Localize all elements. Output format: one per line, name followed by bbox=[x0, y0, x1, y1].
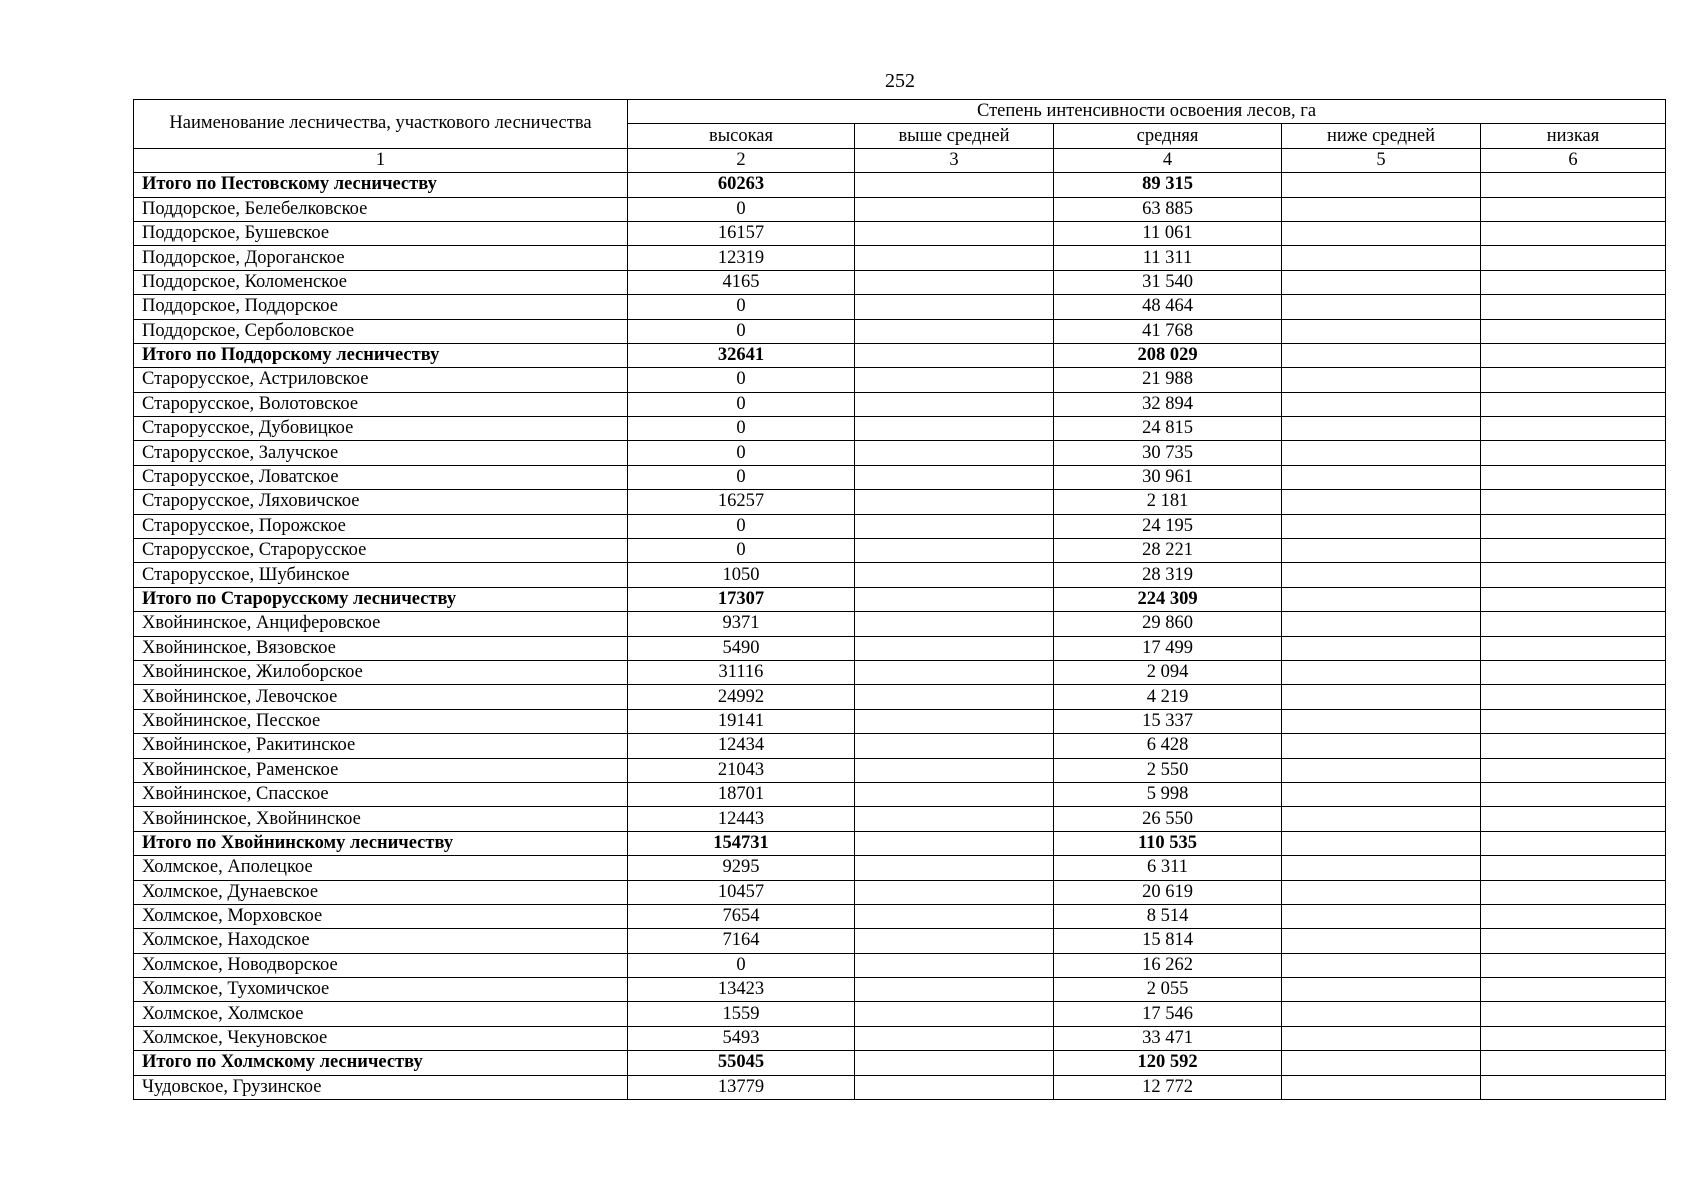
value-cell-col-4: 11 061 bbox=[1054, 221, 1282, 245]
value-cell-col-4: 24 195 bbox=[1054, 514, 1282, 538]
value-cell-col-6 bbox=[1481, 660, 1666, 684]
value-cell-col-5 bbox=[1282, 660, 1481, 684]
table-row bbox=[134, 953, 1666, 977]
value-cell-col-3 bbox=[855, 392, 1054, 416]
forestry-name-cell: Холмское, Аполецкое bbox=[134, 856, 628, 880]
value-cell-col-4: 11 311 bbox=[1054, 246, 1282, 270]
name-column-header: Наименование лесничества, участкового лесничества bbox=[134, 100, 628, 149]
table-row-total bbox=[134, 831, 1666, 855]
value-cell-col-3 bbox=[855, 270, 1054, 294]
value-cell-col-5 bbox=[1282, 953, 1481, 977]
column-header-below-average: ниже средней bbox=[1282, 124, 1481, 148]
value-cell-col-5 bbox=[1282, 758, 1481, 782]
value-cell-col-4: 30 735 bbox=[1054, 441, 1282, 465]
value-cell-col-2: 0 bbox=[628, 295, 855, 319]
value-cell-col-4: 12 772 bbox=[1054, 1075, 1282, 1099]
value-cell-col-3 bbox=[855, 612, 1054, 636]
forestry-name-cell: Хвойнинское, Раменское bbox=[134, 758, 628, 782]
value-cell-col-6 bbox=[1481, 856, 1666, 880]
table-row bbox=[134, 465, 1666, 489]
column-number: 4 bbox=[1054, 148, 1282, 172]
value-cell-col-6 bbox=[1481, 1051, 1666, 1075]
forestry-name-cell: Итого по Хвойнинскому лесничеству bbox=[134, 831, 628, 855]
header-row-numbers bbox=[134, 148, 1666, 172]
value-cell-col-5 bbox=[1282, 270, 1481, 294]
value-cell-col-4: 6 428 bbox=[1054, 734, 1282, 758]
forestry-name-cell: Хвойнинское, Вязовское bbox=[134, 636, 628, 660]
forestry-name-cell: Хвойнинское, Песское bbox=[134, 709, 628, 733]
value-cell-col-4: 32 894 bbox=[1054, 392, 1282, 416]
value-cell-col-5 bbox=[1282, 343, 1481, 367]
value-cell-col-4: 41 768 bbox=[1054, 319, 1282, 343]
forestry-name-cell: Поддорское, Бушевское bbox=[134, 221, 628, 245]
value-cell-col-2: 12443 bbox=[628, 807, 855, 831]
value-cell-col-6 bbox=[1481, 539, 1666, 563]
value-cell-col-6 bbox=[1481, 880, 1666, 904]
value-cell-col-5 bbox=[1282, 465, 1481, 489]
value-cell-col-2: 16257 bbox=[628, 490, 855, 514]
value-cell-col-3 bbox=[855, 831, 1054, 855]
value-cell-col-4: 29 860 bbox=[1054, 612, 1282, 636]
value-cell-col-2: 0 bbox=[628, 319, 855, 343]
value-cell-col-2: 154731 bbox=[628, 831, 855, 855]
table-row bbox=[134, 660, 1666, 684]
forestry-name-cell: Поддорское, Дороганское bbox=[134, 246, 628, 270]
value-cell-col-2: 13423 bbox=[628, 978, 855, 1002]
value-cell-col-2: 31116 bbox=[628, 660, 855, 684]
forestry-name-cell: Поддорское, Серболовское bbox=[134, 319, 628, 343]
forestry-name-cell: Поддорское, Поддорское bbox=[134, 295, 628, 319]
page-number: 252 bbox=[885, 70, 915, 92]
value-cell-col-6 bbox=[1481, 319, 1666, 343]
forestry-name-cell: Холмское, Тухомичское bbox=[134, 978, 628, 1002]
value-cell-col-3 bbox=[855, 856, 1054, 880]
value-cell-col-6 bbox=[1481, 173, 1666, 197]
table-row bbox=[134, 1026, 1666, 1050]
value-cell-col-3 bbox=[855, 880, 1054, 904]
forestry-name-cell: Старорусское, Астриловское bbox=[134, 368, 628, 392]
table-row bbox=[134, 612, 1666, 636]
forestry-name-cell: Итого по Поддорскому лесничеству bbox=[134, 343, 628, 367]
value-cell-col-2: 0 bbox=[628, 368, 855, 392]
value-cell-col-4: 2 055 bbox=[1054, 978, 1282, 1002]
value-cell-col-2: 4165 bbox=[628, 270, 855, 294]
forestry-name-cell: Старорусское, Старорусское bbox=[134, 539, 628, 563]
forestry-name-cell: Итого по Холмскому лесничеству bbox=[134, 1051, 628, 1075]
value-cell-col-5 bbox=[1282, 246, 1481, 270]
value-cell-col-3 bbox=[855, 734, 1054, 758]
column-number: 3 bbox=[855, 148, 1054, 172]
value-cell-col-5 bbox=[1282, 417, 1481, 441]
value-cell-col-4: 89 315 bbox=[1054, 173, 1282, 197]
value-cell-col-3 bbox=[855, 295, 1054, 319]
forestry-name-cell: Старорусское, Порожское bbox=[134, 514, 628, 538]
value-cell-col-3 bbox=[855, 417, 1054, 441]
value-cell-col-2: 10457 bbox=[628, 880, 855, 904]
value-cell-col-2: 18701 bbox=[628, 782, 855, 806]
value-cell-col-5 bbox=[1282, 1002, 1481, 1026]
forestry-name-cell: Холмское, Чекуновское bbox=[134, 1026, 628, 1050]
value-cell-col-5 bbox=[1282, 612, 1481, 636]
value-cell-col-2: 1559 bbox=[628, 1002, 855, 1026]
value-cell-col-3 bbox=[855, 636, 1054, 660]
forestry-name-cell: Итого по Старорусскому лесничеству bbox=[134, 587, 628, 611]
value-cell-col-2: 19141 bbox=[628, 709, 855, 733]
value-cell-col-4: 208 029 bbox=[1054, 343, 1282, 367]
header-row-main bbox=[134, 100, 1666, 124]
forestry-name-cell: Холмское, Дунаевское bbox=[134, 880, 628, 904]
table-row bbox=[134, 295, 1666, 319]
table-row bbox=[134, 441, 1666, 465]
value-cell-col-6 bbox=[1481, 221, 1666, 245]
value-cell-col-4: 8 514 bbox=[1054, 904, 1282, 928]
column-header-average: средняя bbox=[1054, 124, 1282, 148]
table-row bbox=[134, 319, 1666, 343]
value-cell-col-3 bbox=[855, 807, 1054, 831]
value-cell-col-4: 30 961 bbox=[1054, 465, 1282, 489]
value-cell-col-2: 0 bbox=[628, 514, 855, 538]
table-row bbox=[134, 782, 1666, 806]
value-cell-col-6 bbox=[1481, 368, 1666, 392]
value-cell-col-6 bbox=[1481, 953, 1666, 977]
value-cell-col-5 bbox=[1282, 441, 1481, 465]
value-cell-col-5 bbox=[1282, 978, 1481, 1002]
forestry-name-cell: Хвойнинское, Анциферовское bbox=[134, 612, 628, 636]
forestry-name-cell: Старорусское, Залучское bbox=[134, 441, 628, 465]
value-cell-col-2: 12319 bbox=[628, 246, 855, 270]
table-row bbox=[134, 929, 1666, 953]
value-cell-col-4: 2 550 bbox=[1054, 758, 1282, 782]
value-cell-col-2: 9371 bbox=[628, 612, 855, 636]
value-cell-col-3 bbox=[855, 173, 1054, 197]
table-body bbox=[134, 173, 1666, 1100]
forestry-name-cell: Хвойнинское, Левочское bbox=[134, 685, 628, 709]
column-number: 5 bbox=[1282, 148, 1481, 172]
value-cell-col-2: 0 bbox=[628, 441, 855, 465]
value-cell-col-2: 7164 bbox=[628, 929, 855, 953]
value-cell-col-4: 5 998 bbox=[1054, 782, 1282, 806]
forestry-name-cell: Старорусское, Шубинское bbox=[134, 563, 628, 587]
value-cell-col-2: 5493 bbox=[628, 1026, 855, 1050]
value-cell-col-5 bbox=[1282, 685, 1481, 709]
value-cell-col-2: 0 bbox=[628, 953, 855, 977]
table-row-total bbox=[134, 1051, 1666, 1075]
value-cell-col-5 bbox=[1282, 831, 1481, 855]
column-number: 6 bbox=[1481, 148, 1666, 172]
value-cell-col-5 bbox=[1282, 782, 1481, 806]
value-cell-col-4: 21 988 bbox=[1054, 368, 1282, 392]
forest-intensity-table bbox=[133, 99, 1666, 1100]
value-cell-col-5 bbox=[1282, 929, 1481, 953]
forestry-name-cell: Холмское, Находское bbox=[134, 929, 628, 953]
forestry-name-cell: Холмское, Новодворское bbox=[134, 953, 628, 977]
value-cell-col-5 bbox=[1282, 197, 1481, 221]
value-cell-col-6 bbox=[1481, 807, 1666, 831]
value-cell-col-5 bbox=[1282, 295, 1481, 319]
table-row bbox=[134, 368, 1666, 392]
value-cell-col-5 bbox=[1282, 880, 1481, 904]
table-header bbox=[134, 100, 1666, 173]
forestry-name-cell: Чудовское, Грузинское bbox=[134, 1075, 628, 1099]
table-row bbox=[134, 246, 1666, 270]
value-cell-col-3 bbox=[855, 246, 1054, 270]
table-row bbox=[134, 539, 1666, 563]
value-cell-col-4: 2 181 bbox=[1054, 490, 1282, 514]
value-cell-col-6 bbox=[1481, 587, 1666, 611]
value-cell-col-2: 32641 bbox=[628, 343, 855, 367]
value-cell-col-4: 224 309 bbox=[1054, 587, 1282, 611]
table-row bbox=[134, 709, 1666, 733]
value-cell-col-3 bbox=[855, 685, 1054, 709]
value-cell-col-5 bbox=[1282, 709, 1481, 733]
value-cell-col-4: 6 311 bbox=[1054, 856, 1282, 880]
value-cell-col-6 bbox=[1481, 782, 1666, 806]
table-row bbox=[134, 734, 1666, 758]
value-cell-col-4: 20 619 bbox=[1054, 880, 1282, 904]
value-cell-col-4: 48 464 bbox=[1054, 295, 1282, 319]
table-row bbox=[134, 758, 1666, 782]
value-cell-col-5 bbox=[1282, 1051, 1481, 1075]
value-cell-col-6 bbox=[1481, 831, 1666, 855]
value-cell-col-2: 5490 bbox=[628, 636, 855, 660]
forestry-name-cell: Хвойнинское, Жилоборское bbox=[134, 660, 628, 684]
table-row bbox=[134, 514, 1666, 538]
value-cell-col-6 bbox=[1481, 514, 1666, 538]
value-cell-col-3 bbox=[855, 1075, 1054, 1099]
value-cell-col-6 bbox=[1481, 490, 1666, 514]
value-cell-col-5 bbox=[1282, 490, 1481, 514]
value-cell-col-5 bbox=[1282, 368, 1481, 392]
value-cell-col-3 bbox=[855, 441, 1054, 465]
value-cell-col-6 bbox=[1481, 465, 1666, 489]
value-cell-col-3 bbox=[855, 1026, 1054, 1050]
table-row-total bbox=[134, 173, 1666, 197]
value-cell-col-5 bbox=[1282, 514, 1481, 538]
value-cell-col-5 bbox=[1282, 807, 1481, 831]
value-cell-col-3 bbox=[855, 929, 1054, 953]
value-cell-col-3 bbox=[855, 465, 1054, 489]
value-cell-col-3 bbox=[855, 782, 1054, 806]
value-cell-col-5 bbox=[1282, 636, 1481, 660]
value-cell-col-4: 4 219 bbox=[1054, 685, 1282, 709]
table-row bbox=[134, 685, 1666, 709]
value-cell-col-4: 63 885 bbox=[1054, 197, 1282, 221]
forestry-name-cell: Холмское, Холмское bbox=[134, 1002, 628, 1026]
table-row bbox=[134, 856, 1666, 880]
value-cell-col-4: 110 535 bbox=[1054, 831, 1282, 855]
value-cell-col-6 bbox=[1481, 734, 1666, 758]
forestry-name-cell: Хвойнинское, Хвойнинское bbox=[134, 807, 628, 831]
column-header-above-average: выше средней bbox=[855, 124, 1054, 148]
value-cell-col-2: 0 bbox=[628, 392, 855, 416]
value-cell-col-2: 55045 bbox=[628, 1051, 855, 1075]
table-row bbox=[134, 563, 1666, 587]
value-cell-col-3 bbox=[855, 953, 1054, 977]
value-cell-col-6 bbox=[1481, 612, 1666, 636]
table-row bbox=[134, 221, 1666, 245]
value-cell-col-3 bbox=[855, 514, 1054, 538]
forestry-name-cell: Итого по Пестовскому лесничеству bbox=[134, 173, 628, 197]
value-cell-col-6 bbox=[1481, 441, 1666, 465]
value-cell-col-2: 60263 bbox=[628, 173, 855, 197]
forestry-name-cell: Старорусское, Волотовское bbox=[134, 392, 628, 416]
value-cell-col-2: 0 bbox=[628, 539, 855, 563]
value-cell-col-3 bbox=[855, 368, 1054, 392]
value-cell-col-3 bbox=[855, 343, 1054, 367]
table-row bbox=[134, 417, 1666, 441]
table-row bbox=[134, 880, 1666, 904]
value-cell-col-2: 0 bbox=[628, 417, 855, 441]
value-cell-col-4: 17 499 bbox=[1054, 636, 1282, 660]
value-cell-col-6 bbox=[1481, 978, 1666, 1002]
value-cell-col-6 bbox=[1481, 197, 1666, 221]
forestry-name-cell: Хвойнинское, Ракитинское bbox=[134, 734, 628, 758]
value-cell-col-2: 0 bbox=[628, 465, 855, 489]
value-cell-col-5 bbox=[1282, 392, 1481, 416]
column-header-high: высокая bbox=[628, 124, 855, 148]
value-cell-col-2: 1050 bbox=[628, 563, 855, 587]
value-cell-col-6 bbox=[1481, 758, 1666, 782]
value-cell-col-3 bbox=[855, 539, 1054, 563]
intensity-group-header: Степень интенсивности освоения лесов, га bbox=[628, 100, 1666, 124]
table-row bbox=[134, 1075, 1666, 1099]
value-cell-col-3 bbox=[855, 197, 1054, 221]
value-cell-col-6 bbox=[1481, 246, 1666, 270]
value-cell-col-3 bbox=[855, 1002, 1054, 1026]
value-cell-col-3 bbox=[855, 319, 1054, 343]
value-cell-col-2: 12434 bbox=[628, 734, 855, 758]
value-cell-col-2: 0 bbox=[628, 197, 855, 221]
value-cell-col-2: 17307 bbox=[628, 587, 855, 611]
table-row bbox=[134, 270, 1666, 294]
value-cell-col-4: 17 546 bbox=[1054, 1002, 1282, 1026]
value-cell-col-4: 24 815 bbox=[1054, 417, 1282, 441]
value-cell-col-3 bbox=[855, 490, 1054, 514]
value-cell-col-5 bbox=[1282, 856, 1481, 880]
forestry-name-cell: Старорусское, Ляховичское bbox=[134, 490, 628, 514]
value-cell-col-6 bbox=[1481, 636, 1666, 660]
value-cell-col-6 bbox=[1481, 417, 1666, 441]
value-cell-col-3 bbox=[855, 221, 1054, 245]
value-cell-col-6 bbox=[1481, 1002, 1666, 1026]
table-row-total bbox=[134, 587, 1666, 611]
value-cell-col-6 bbox=[1481, 563, 1666, 587]
value-cell-col-5 bbox=[1282, 587, 1481, 611]
value-cell-col-2: 21043 bbox=[628, 758, 855, 782]
value-cell-col-6 bbox=[1481, 343, 1666, 367]
value-cell-col-4: 33 471 bbox=[1054, 1026, 1282, 1050]
value-cell-col-5 bbox=[1282, 221, 1481, 245]
value-cell-col-4: 16 262 bbox=[1054, 953, 1282, 977]
value-cell-col-2: 16157 bbox=[628, 221, 855, 245]
value-cell-col-2: 7654 bbox=[628, 904, 855, 928]
value-cell-col-5 bbox=[1282, 1075, 1481, 1099]
value-cell-col-6 bbox=[1481, 270, 1666, 294]
value-cell-col-5 bbox=[1282, 734, 1481, 758]
column-number: 1 bbox=[134, 148, 628, 172]
value-cell-col-5 bbox=[1282, 319, 1481, 343]
value-cell-col-6 bbox=[1481, 1075, 1666, 1099]
forestry-name-cell: Старорусское, Ловатское bbox=[134, 465, 628, 489]
value-cell-col-6 bbox=[1481, 929, 1666, 953]
value-cell-col-3 bbox=[855, 1051, 1054, 1075]
value-cell-col-2: 13779 bbox=[628, 1075, 855, 1099]
column-number: 2 bbox=[628, 148, 855, 172]
value-cell-col-6 bbox=[1481, 1026, 1666, 1050]
value-cell-col-3 bbox=[855, 709, 1054, 733]
value-cell-col-4: 15 814 bbox=[1054, 929, 1282, 953]
value-cell-col-4: 120 592 bbox=[1054, 1051, 1282, 1075]
value-cell-col-2: 24992 bbox=[628, 685, 855, 709]
forestry-name-cell: Старорусское, Дубовицкое bbox=[134, 417, 628, 441]
table-row bbox=[134, 904, 1666, 928]
table-row bbox=[134, 392, 1666, 416]
value-cell-col-3 bbox=[855, 563, 1054, 587]
value-cell-col-4: 28 319 bbox=[1054, 563, 1282, 587]
value-cell-col-4: 15 337 bbox=[1054, 709, 1282, 733]
table-row bbox=[134, 636, 1666, 660]
value-cell-col-6 bbox=[1481, 904, 1666, 928]
table-row bbox=[134, 978, 1666, 1002]
table-row bbox=[134, 1002, 1666, 1026]
value-cell-col-4: 28 221 bbox=[1054, 539, 1282, 563]
forestry-name-cell: Поддорское, Коломенское bbox=[134, 270, 628, 294]
value-cell-col-6 bbox=[1481, 392, 1666, 416]
value-cell-col-3 bbox=[855, 660, 1054, 684]
column-header-low: низкая bbox=[1481, 124, 1666, 148]
value-cell-col-6 bbox=[1481, 295, 1666, 319]
value-cell-col-3 bbox=[855, 587, 1054, 611]
value-cell-col-5 bbox=[1282, 904, 1481, 928]
value-cell-col-3 bbox=[855, 758, 1054, 782]
value-cell-col-4: 2 094 bbox=[1054, 660, 1282, 684]
forestry-name-cell: Поддорское, Белебелковское bbox=[134, 197, 628, 221]
table-row bbox=[134, 807, 1666, 831]
table-row bbox=[134, 197, 1666, 221]
value-cell-col-4: 26 550 bbox=[1054, 807, 1282, 831]
value-cell-col-6 bbox=[1481, 685, 1666, 709]
forestry-name-cell: Хвойнинское, Спасское bbox=[134, 782, 628, 806]
value-cell-col-5 bbox=[1282, 539, 1481, 563]
value-cell-col-5 bbox=[1282, 173, 1481, 197]
table-row bbox=[134, 490, 1666, 514]
value-cell-col-6 bbox=[1481, 709, 1666, 733]
value-cell-col-4: 31 540 bbox=[1054, 270, 1282, 294]
value-cell-col-3 bbox=[855, 904, 1054, 928]
table-row-total bbox=[134, 343, 1666, 367]
value-cell-col-2: 9295 bbox=[628, 856, 855, 880]
value-cell-col-3 bbox=[855, 978, 1054, 1002]
value-cell-col-5 bbox=[1282, 563, 1481, 587]
forestry-name-cell: Холмское, Морховское bbox=[134, 904, 628, 928]
value-cell-col-5 bbox=[1282, 1026, 1481, 1050]
